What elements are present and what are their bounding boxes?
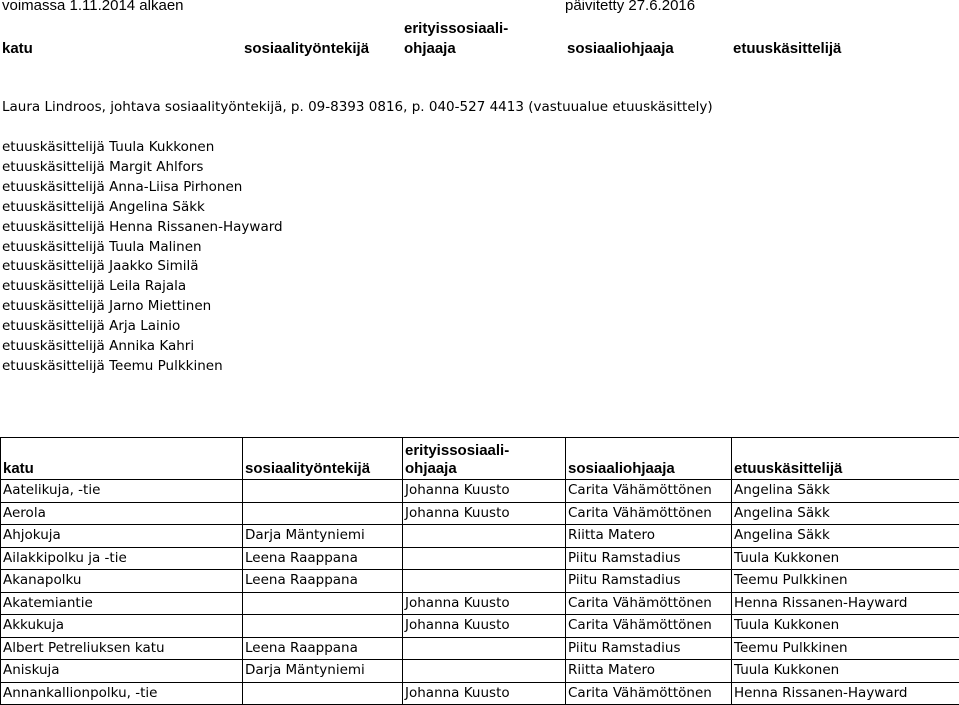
handler-item: etuuskäsittelijä Teemu Pulkkinen: [2, 357, 283, 377]
table-row: [1, 682, 959, 705]
th-benefit-handler: etuuskäsittelijä: [732, 438, 959, 480]
handler-item: etuuskäsittelijä Angelina Säkk: [2, 198, 283, 218]
cell-social-instructor: Carita Vähämöttönen: [566, 502, 732, 525]
cell-street: Aerola: [1, 502, 243, 525]
table-row: [1, 592, 959, 615]
table-row: [1, 525, 959, 548]
cell-social-worker: Leena Raappana: [243, 570, 403, 593]
cell-social-worker: [243, 592, 403, 615]
table-row: [1, 502, 959, 525]
cell-benefit-handler: Tuula Kukkonen: [732, 660, 959, 683]
cell-street: Aniskuja: [1, 660, 243, 683]
th-special-line1: erityissosiaali-: [405, 442, 509, 459]
cell-benefit-handler: Angelina Säkk: [732, 525, 959, 548]
cell-special-instructor: Johanna Kuusto: [403, 592, 566, 615]
cell-social-instructor: Carita Vähämöttönen: [566, 615, 732, 638]
cell-street: Annankallionpolku, -tie: [1, 682, 243, 705]
table-row: [1, 660, 959, 683]
col-header-social-worker: sosiaalityöntekijä: [244, 40, 369, 57]
cell-social-worker: Leena Raappana: [243, 547, 403, 570]
cell-social-worker: Darja Mäntyniemi: [243, 525, 403, 548]
validity-text: voimassa 1.11.2014 alkaen: [2, 0, 184, 14]
cell-street: Akatemiantie: [1, 592, 243, 615]
updated-text: päivitetty 27.6.2016: [565, 0, 695, 14]
cell-social-instructor: Carita Vähämöttönen: [566, 592, 732, 615]
handler-item: etuuskäsittelijä Jaakko Similä: [2, 257, 283, 277]
table-row: [1, 615, 959, 638]
th-social-worker: sosiaalityöntekijä: [243, 438, 403, 480]
handler-item: etuuskäsittelijä Margit Ahlfors: [2, 158, 283, 178]
lead-contact: Laura Lindroos, johtava sosiaalityöntekijä, p. 09-8393 0816, p. 040-527 4413 (vastuualue etuuskäsittely): [2, 99, 713, 115]
table-row: [1, 480, 959, 503]
cell-street: Ailakkipolku ja -tie: [1, 547, 243, 570]
cell-special-instructor: [403, 637, 566, 660]
th-special-instructor: [403, 438, 566, 480]
cell-benefit-handler: Teemu Pulkkinen: [732, 637, 959, 660]
cell-benefit-handler: Teemu Pulkkinen: [732, 570, 959, 593]
cell-benefit-handler: Henna Rissanen-Hayward: [732, 682, 959, 705]
col-header-street: katu: [2, 40, 33, 57]
cell-special-instructor: Johanna Kuusto: [403, 480, 566, 503]
cell-social-worker: Leena Raappana: [243, 637, 403, 660]
cell-social-instructor: Riitta Matero: [566, 525, 732, 548]
cell-special-instructor: [403, 660, 566, 683]
th-social-instructor: sosiaaliohjaaja: [566, 438, 732, 480]
cell-street: Akanapolku: [1, 570, 243, 593]
handler-item: etuuskäsittelijä Tuula Malinen: [2, 238, 283, 258]
handler-item: etuuskäsittelijä Anna-Liisa Pirhonen: [2, 178, 283, 198]
cell-social-instructor: Piitu Ramstadius: [566, 570, 732, 593]
cell-social-instructor: Carita Vähämöttönen: [566, 682, 732, 705]
handler-item: etuuskäsittelijä Tuula Kukkonen: [2, 138, 283, 158]
cell-social-worker: [243, 615, 403, 638]
cell-street: Akkukuja: [1, 615, 243, 638]
cell-benefit-handler: Tuula Kukkonen: [732, 615, 959, 638]
table-row: [1, 547, 959, 570]
handler-list: [2, 138, 283, 377]
cell-street: Aatelikuja, -tie: [1, 480, 243, 503]
cell-special-instructor: Johanna Kuusto: [403, 682, 566, 705]
cell-special-instructor: Johanna Kuusto: [403, 615, 566, 638]
col-header-special-line2: ohjaaja: [404, 40, 456, 57]
cell-special-instructor: [403, 570, 566, 593]
handler-item: etuuskäsittelijä Annika Kahri: [2, 337, 283, 357]
cell-social-instructor: Piitu Ramstadius: [566, 547, 732, 570]
table-header-row: [1, 438, 959, 480]
cell-social-worker: [243, 480, 403, 503]
col-header-benefit-handler: etuuskäsittelijä: [733, 40, 841, 57]
cell-social-worker: [243, 682, 403, 705]
cell-benefit-handler: Angelina Säkk: [732, 502, 959, 525]
cell-social-worker: Darja Mäntyniemi: [243, 660, 403, 683]
cell-social-instructor: Riitta Matero: [566, 660, 732, 683]
street-assignment-table: [0, 437, 959, 705]
cell-street: Ahjokuja: [1, 525, 243, 548]
cell-social-instructor: Piitu Ramstadius: [566, 637, 732, 660]
cell-social-worker: [243, 502, 403, 525]
cell-special-instructor: Johanna Kuusto: [403, 502, 566, 525]
cell-special-instructor: [403, 525, 566, 548]
cell-social-instructor: Carita Vähämöttönen: [566, 480, 732, 503]
col-header-social-instructor: sosiaaliohjaaja: [567, 40, 674, 57]
handler-item: etuuskäsittelijä Henna Rissanen-Hayward: [2, 218, 283, 238]
th-special-line2: ohjaaja: [405, 460, 457, 477]
cell-special-instructor: [403, 547, 566, 570]
table-row: [1, 637, 959, 660]
cell-benefit-handler: Henna Rissanen-Hayward: [732, 592, 959, 615]
handler-item: etuuskäsittelijä Leila Rajala: [2, 277, 283, 297]
handler-item: etuuskäsittelijä Jarno Miettinen: [2, 297, 283, 317]
cell-benefit-handler: Angelina Säkk: [732, 480, 959, 503]
col-header-special-line1: erityissosiaali-: [404, 20, 508, 37]
th-street: katu: [1, 438, 243, 480]
cell-benefit-handler: Tuula Kukkonen: [732, 547, 959, 570]
table-row: [1, 570, 959, 593]
cell-street: Albert Petreliuksen katu: [1, 637, 243, 660]
handler-item: etuuskäsittelijä Arja Lainio: [2, 317, 283, 337]
